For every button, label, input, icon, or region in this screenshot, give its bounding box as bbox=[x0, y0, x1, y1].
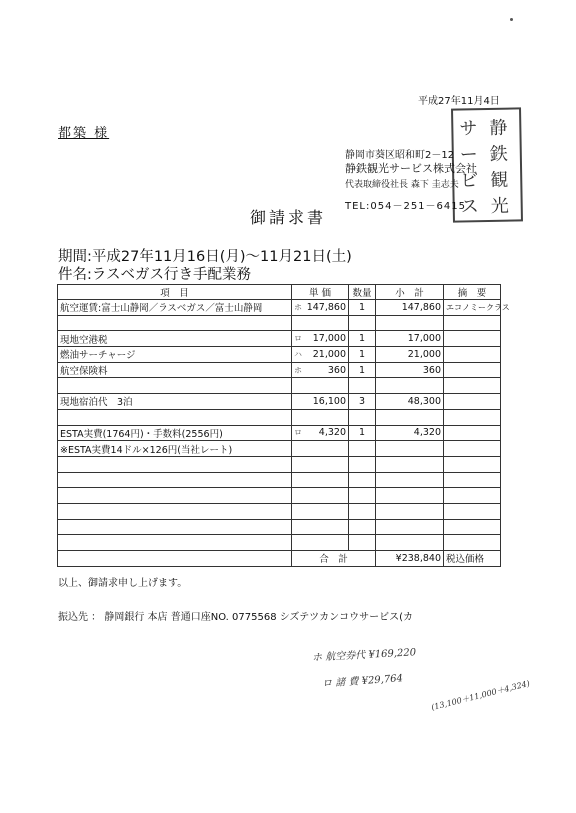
row-price bbox=[292, 378, 349, 394]
row-price bbox=[292, 362, 349, 378]
row-item: 航空運賃:富士山静岡／ラスベガス／富士山静岡 bbox=[58, 300, 292, 316]
table-row bbox=[58, 331, 501, 347]
row-price-value: 21,000 bbox=[312, 348, 346, 360]
handwritten-note-1: ホ 航空券代 ¥169,220 bbox=[311, 647, 417, 664]
row-item: 燃油サーチャージ bbox=[58, 347, 292, 363]
seal-char: 観 bbox=[490, 169, 509, 191]
row-price-value: 147,860 bbox=[306, 301, 346, 313]
row-qty: 1 bbox=[349, 425, 376, 441]
row-item bbox=[58, 503, 292, 519]
row-qty bbox=[349, 535, 376, 551]
row-note bbox=[444, 331, 501, 347]
handwritten-note-2: ロ 諸 費 ¥29,764 bbox=[321, 673, 404, 690]
row-price-value: 17,000 bbox=[312, 333, 346, 345]
row-qty: 1 bbox=[349, 300, 376, 316]
total-label: 合 計 bbox=[292, 551, 376, 567]
row-price bbox=[292, 456, 349, 472]
row-qty: 1 bbox=[349, 362, 376, 378]
row-item bbox=[58, 456, 292, 472]
seal-char: ビ bbox=[460, 170, 479, 192]
table-header-row bbox=[58, 285, 501, 300]
row-item: 航空保険料 bbox=[58, 362, 292, 378]
total-value: ¥238,840 bbox=[376, 551, 444, 567]
header-item: 項 目 bbox=[58, 285, 292, 300]
row-item bbox=[58, 378, 292, 394]
seal-char: 光 bbox=[490, 195, 509, 217]
row-subtotal bbox=[376, 409, 444, 425]
table-row bbox=[58, 378, 501, 394]
row-note bbox=[444, 315, 501, 331]
row-subtotal: 48,300 bbox=[376, 394, 444, 410]
row-subtotal bbox=[376, 535, 444, 551]
row-subtotal bbox=[376, 519, 444, 535]
table-row bbox=[58, 472, 501, 488]
row-note bbox=[444, 441, 501, 457]
row-qty bbox=[349, 441, 376, 457]
row-note bbox=[444, 347, 501, 363]
row-subtotal bbox=[376, 315, 444, 331]
row-price bbox=[292, 519, 349, 535]
issuer-address: 静岡市葵区昭和町2－12 bbox=[345, 150, 455, 161]
row-qty: 1 bbox=[349, 331, 376, 347]
row-item: ※ESTA実費14ドル×126円(当社レート) bbox=[58, 441, 292, 457]
row-qty bbox=[349, 519, 376, 535]
row-subtotal bbox=[376, 488, 444, 504]
row-item bbox=[58, 488, 292, 504]
row-note bbox=[444, 378, 501, 394]
row-note bbox=[444, 456, 501, 472]
row-note bbox=[444, 362, 501, 378]
row-item: 現地空港税 bbox=[58, 331, 292, 347]
handwritten-note-3: (13,100＋11,000＋4,324) bbox=[430, 678, 531, 713]
seal-char: 鉄 bbox=[489, 143, 508, 165]
table-row bbox=[58, 441, 501, 457]
row-item bbox=[58, 535, 292, 551]
table-row bbox=[58, 300, 501, 316]
row-qty bbox=[349, 456, 376, 472]
row-qty bbox=[349, 488, 376, 504]
row-qty bbox=[349, 315, 376, 331]
row-handwritten-mark: ロ bbox=[294, 428, 302, 438]
row-handwritten-mark: ロ bbox=[294, 334, 302, 344]
billing-period: 期間:平成27年11月16日(月)～11月21日(土) bbox=[58, 249, 352, 265]
row-price-value: 4,320 bbox=[318, 427, 346, 439]
row-subtotal bbox=[376, 378, 444, 394]
header-qty: 数量 bbox=[349, 285, 376, 300]
row-item bbox=[58, 519, 292, 535]
row-price bbox=[292, 409, 349, 425]
row-subtotal bbox=[376, 441, 444, 457]
row-handwritten-mark: ハ bbox=[294, 349, 302, 359]
table-row bbox=[58, 456, 501, 472]
row-qty bbox=[349, 409, 376, 425]
seal-char: サ bbox=[459, 118, 478, 140]
total-note: 税込価格 bbox=[444, 551, 501, 567]
row-price bbox=[292, 503, 349, 519]
row-price bbox=[292, 315, 349, 331]
closing-note: 以上、御請求申し上げます。 bbox=[58, 578, 188, 589]
row-price bbox=[292, 425, 349, 441]
row-price bbox=[292, 347, 349, 363]
row-qty bbox=[349, 472, 376, 488]
addressee: 都築 様 bbox=[58, 126, 110, 141]
row-price bbox=[292, 441, 349, 457]
row-price bbox=[292, 300, 349, 316]
seal-char: ー bbox=[459, 144, 479, 166]
seal-char: 静 bbox=[489, 117, 508, 139]
table-row bbox=[58, 362, 501, 378]
row-subtotal: 17,000 bbox=[376, 331, 444, 347]
row-note bbox=[444, 519, 501, 535]
row-subtotal: 360 bbox=[376, 362, 444, 378]
row-subtotal: 4,320 bbox=[376, 425, 444, 441]
row-price bbox=[292, 394, 349, 410]
row-qty: 1 bbox=[349, 347, 376, 363]
row-note: エコノミークラス bbox=[444, 300, 501, 316]
total-blank bbox=[58, 551, 292, 567]
table-row bbox=[58, 347, 501, 363]
row-note bbox=[444, 472, 501, 488]
row-note bbox=[444, 425, 501, 441]
row-item: 現地宿泊代 3泊 bbox=[58, 394, 292, 410]
scan-speck bbox=[510, 18, 513, 21]
row-subtotal bbox=[376, 472, 444, 488]
row-subtotal: 21,000 bbox=[376, 347, 444, 363]
issue-date: 平成27年11月4日 bbox=[418, 96, 500, 107]
row-subtotal bbox=[376, 456, 444, 472]
total-row bbox=[58, 551, 501, 567]
table-row bbox=[58, 425, 501, 441]
row-note bbox=[444, 409, 501, 425]
seal-char: ス bbox=[460, 196, 479, 218]
row-subtotal: 147,860 bbox=[376, 300, 444, 316]
billing-subject: 件名:ラスベガス行き手配業務 bbox=[58, 267, 251, 283]
header-subtotal: 小 計 bbox=[376, 285, 444, 300]
row-handwritten-mark: ホ bbox=[294, 365, 302, 375]
row-note bbox=[444, 503, 501, 519]
document-title: 御請求書 bbox=[249, 208, 326, 227]
row-price-value: 360 bbox=[327, 364, 346, 376]
row-note bbox=[444, 394, 501, 410]
row-note bbox=[444, 488, 501, 504]
row-price bbox=[292, 488, 349, 504]
row-qty bbox=[349, 503, 376, 519]
row-price bbox=[292, 472, 349, 488]
row-price bbox=[292, 535, 349, 551]
row-handwritten-mark: ホ bbox=[294, 302, 302, 312]
bank-info: 振込先 ： 静岡銀行 本店 普通口座NO. 0775568 シズテツカンコウサービス(カ bbox=[58, 612, 414, 623]
table-row bbox=[58, 488, 501, 504]
table-row bbox=[58, 394, 501, 410]
header-price: 単 価 bbox=[292, 285, 349, 300]
issuer-representative: 代表取締役社長 森下 圭志夫 bbox=[345, 180, 459, 190]
row-item: ESTA実費(1764円)・手数料(2556円) bbox=[58, 425, 292, 441]
table-row bbox=[58, 503, 501, 519]
table-row bbox=[58, 409, 501, 425]
table-row bbox=[58, 519, 501, 535]
row-item bbox=[58, 472, 292, 488]
row-qty bbox=[349, 378, 376, 394]
table-row bbox=[58, 535, 501, 551]
row-qty: 3 bbox=[349, 394, 376, 410]
invoice-rows bbox=[58, 300, 510, 551]
row-subtotal bbox=[376, 503, 444, 519]
row-item bbox=[58, 409, 292, 425]
row-price bbox=[292, 331, 349, 347]
row-note bbox=[444, 535, 501, 551]
table-row bbox=[58, 315, 501, 331]
invoice-table bbox=[57, 284, 510, 567]
row-item bbox=[58, 315, 292, 331]
issuer-company: 静鉄観光サービス株式会社 bbox=[345, 162, 477, 175]
header-note: 摘 要 bbox=[444, 285, 501, 300]
row-price-value: 16,100 bbox=[312, 395, 346, 407]
issuer-tel: TEL:054－251－6415 bbox=[345, 201, 466, 212]
